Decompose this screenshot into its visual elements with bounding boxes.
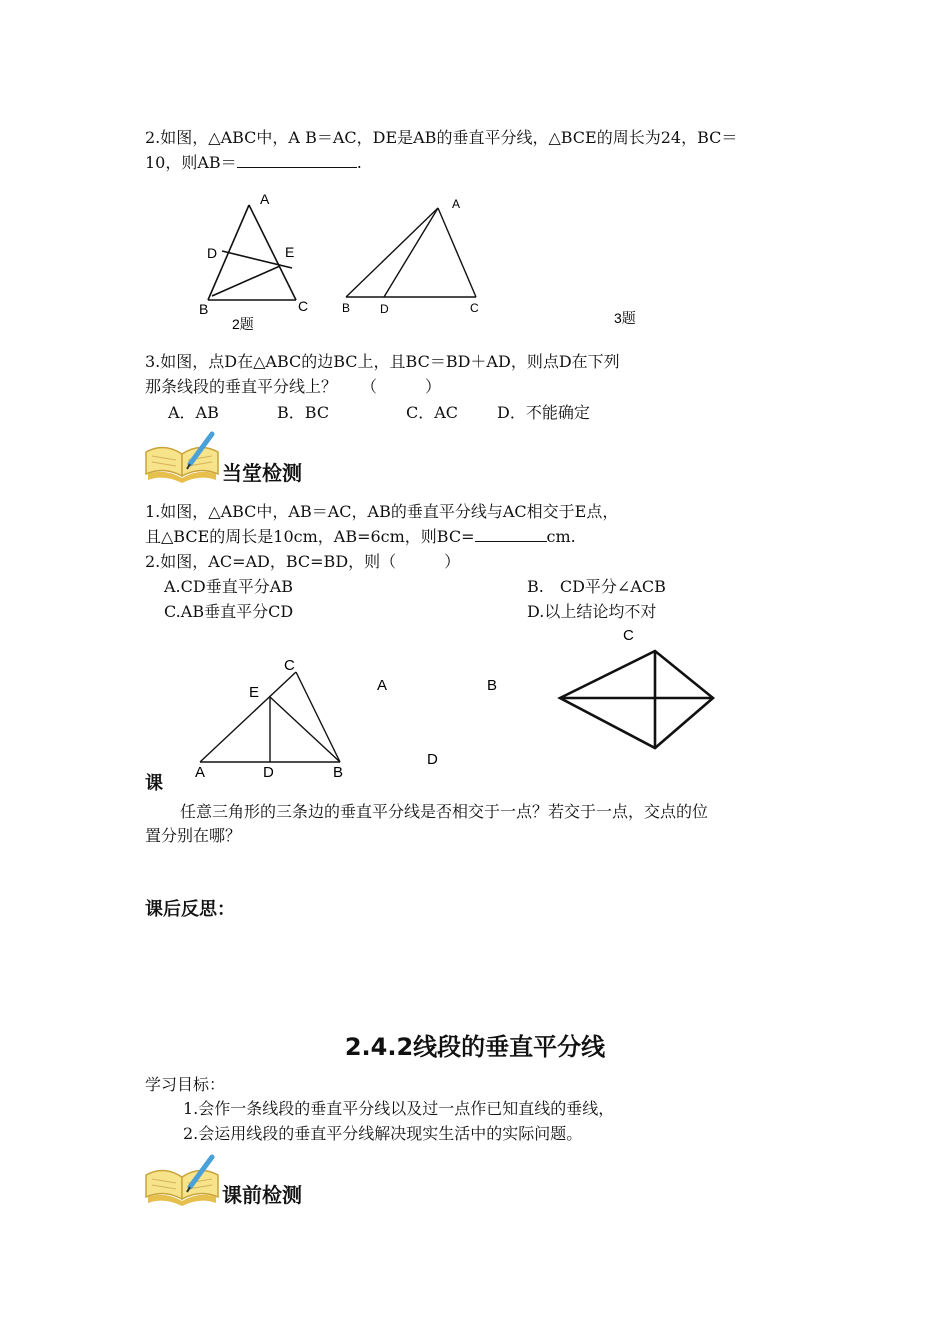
t1-answer-blank[interactable] xyxy=(475,527,547,542)
fig-t2-label-d: D xyxy=(427,751,438,768)
t2-option-c[interactable]: C.AB垂直平分CD xyxy=(164,602,294,621)
fig3-label-a: A xyxy=(452,197,461,211)
fig2-caption: 2题 xyxy=(232,316,254,332)
q2-answer-blank[interactable] xyxy=(237,153,357,168)
ke-text-line1: 任意三角形的三条边的垂直平分线是否相交于一点？若交于一点，交点的位 xyxy=(180,802,709,821)
open-book-with-pen-icon xyxy=(142,1153,222,1209)
fig-t2-label-a: A xyxy=(377,677,388,694)
q3-line1: 3.如图，点D在△ABC的边BC上，且BC＝BD＋AD，则点D在下列 xyxy=(145,352,620,371)
t1-line2-end: cm. xyxy=(546,527,576,546)
fig-t2-label-b: B xyxy=(487,677,498,694)
t2-option-b[interactable]: B. CD平分∠ACB xyxy=(527,577,666,596)
fig3-label-d: D xyxy=(380,302,389,316)
fig2-label-d: D xyxy=(207,245,218,261)
fig-t1-label-e: E xyxy=(249,684,260,701)
ke-label: 课 xyxy=(145,773,163,794)
lesson-goal-2: 2.会运用线段的垂直平分线解决现实生活中的实际问题。 xyxy=(183,1124,583,1143)
t1-line2 xyxy=(145,527,576,546)
reflection-title: 课后反思： xyxy=(145,899,235,920)
fig-t1-label-c: C xyxy=(284,657,295,674)
q3-line2: 那条线段的垂直平分线上？ （ ） xyxy=(145,377,442,396)
t1-line2-start: 且△BCE的周长是10cm，AB=6cm，则BC= xyxy=(145,527,475,546)
q3-option-d[interactable]: D．不能确定 xyxy=(497,403,590,422)
q2-line2-end: . xyxy=(356,153,362,172)
t2-stem: 2.如图，AC=AD，BC=BD，则（ ） xyxy=(145,552,461,571)
fig-t1-label-a: A xyxy=(195,764,206,781)
q3-option-b[interactable]: B．BC xyxy=(277,403,330,422)
fig2-label-e: E xyxy=(285,244,295,260)
lesson-goals-label: 学习目标： xyxy=(145,1075,226,1094)
q2-line1: 2.如图，△ABC中，A B＝AC，DE是AB的垂直平分线，△BCE的周长为24，BC＝ xyxy=(145,128,738,147)
section-title-pre-test: 课前检测 xyxy=(222,1183,302,1207)
fig3-label-c: C xyxy=(470,301,479,315)
q2-line2-start: 10，则AB＝ xyxy=(145,153,237,172)
open-book-with-pen-icon xyxy=(142,430,222,486)
lesson-title: 2.4.2线段的垂直平分线 xyxy=(344,1033,606,1061)
t2-option-a[interactable]: A.CD垂直平分AB xyxy=(164,577,294,596)
q2-line2 xyxy=(145,153,362,172)
fig3-caption: 3题 xyxy=(614,310,636,326)
fig-t1-label-b: B xyxy=(333,764,344,781)
fig-t1-label-d: D xyxy=(263,764,274,781)
fig2-label-a: A xyxy=(260,191,270,207)
q3-option-c[interactable]: C．AC xyxy=(406,403,459,422)
fig2-label-b: B xyxy=(199,301,209,317)
ke-text-line2: 置分别在哪？ xyxy=(145,826,242,845)
section-title-class-test: 当堂检测 xyxy=(222,461,302,485)
t1-line1: 1.如图，△ABC中，AB＝AC，AB的垂直平分线与AC相交于E点， xyxy=(145,502,619,521)
lesson-goal-1: 1.会作一条线段的垂直平分线以及过一点作已知直线的垂线， xyxy=(183,1099,615,1118)
t2-option-d[interactable]: D.以上结论均不对 xyxy=(527,602,657,621)
q3-option-a[interactable]: A．AB xyxy=(168,403,219,422)
fig2-label-c: C xyxy=(298,298,309,314)
fig-t2-label-c: C xyxy=(623,627,634,644)
fig3-label-b: B xyxy=(342,301,351,315)
